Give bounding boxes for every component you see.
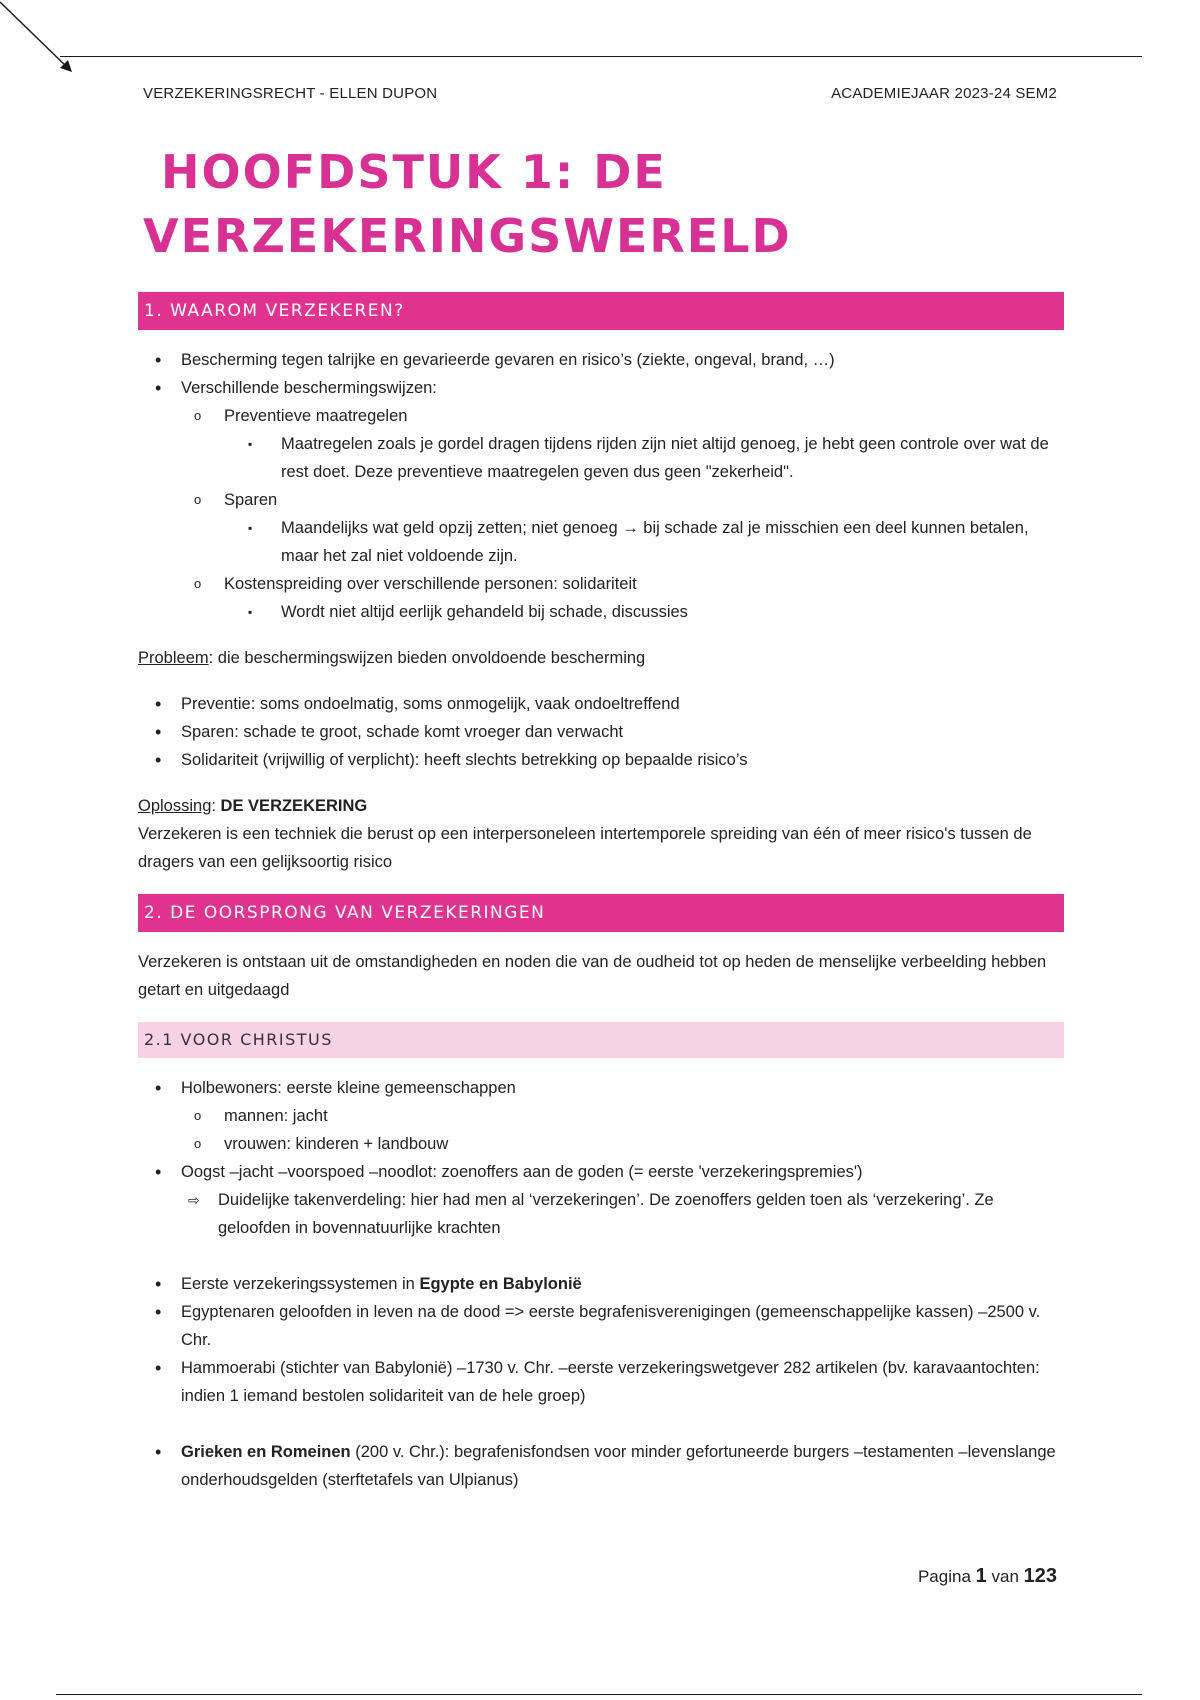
- problem-paragraph: Probleem: die beschermingswijzen bieden onvoldoende bescherming: [138, 649, 646, 667]
- list-item: o mannen: jacht: [138, 1102, 1064, 1130]
- bc-list-3: [138, 1438, 1064, 1494]
- list-item: o Kostenspreiding over verschillende personen: solidariteit ▪ Wordt niet altijd eerlijk gehandeld bij schade, discussies: [138, 570, 1064, 626]
- problem-list: [138, 690, 1064, 774]
- list-item: ▪ Maatregelen zoals je gordel dragen tijdens rijden zijn niet altijd genoeg, je hebt geen controle over wat de rest doet. Deze preventieve maatregelen geven dus geen "zekerheid".: [138, 430, 1064, 486]
- solution-label: Oplossing: [138, 797, 212, 815]
- list-item: ▪ Maandelijks wat geld opzij zetten; niet genoeg → bij schade zal je misschien een deel kunnen betalen, maar het zal niet voldoende zijn.: [138, 514, 1064, 570]
- footer-rule: [56, 1694, 1142, 1695]
- chapter-title-line-2: VERZEKERINGSWERELD: [143, 209, 792, 263]
- list-item: • Oogst –jacht –voorspoed –noodlot: zoenoffers aan de goden (= eerste 'verzekeringspremies') ⇨ Duidelijke takenverdeling: hier had men al ‘verzekeringen’. De zoenoffers gelden toen als ‘verzekering’. Ze geloofden in bovennatuurlijke krachten: [138, 1158, 1064, 1242]
- list-item: • Preventie: soms ondoelmatig, soms onmogelijk, vaak ondoeltreffend: [138, 690, 1064, 718]
- list-item: • Bescherming tegen talrijke en gevarieerde gevaren en risico’s (ziekte, ongeval, brand, …): [138, 346, 1064, 374]
- header-course: VERZEKERINGSRECHT - ELLEN DUPON: [143, 85, 438, 102]
- solution-definition: Verzekeren is een techniek die berust op een interpersoneleen intertemporele spreiding van één of meer risico's tussen de dragers van een gelijksoortig risico: [138, 825, 1032, 871]
- problem-label: Probleem: [138, 649, 209, 667]
- list-item: o vrouwen: kinderen + landbouw: [138, 1130, 1064, 1158]
- bc-list-2: [138, 1270, 1064, 1410]
- header-academic-year: ACADEMIEJAAR 2023-24 SEM2: [831, 85, 1057, 102]
- list-item: • Eerste verzekeringssystemen in Egypte en Babylonië: [138, 1270, 1064, 1298]
- list-item: o Preventieve maatregelen ▪ Maatregelen zoals je gordel dragen tijdens rijden zijn niet altijd genoeg, je hebt geen controle over wat de rest doet. Deze preventieve maatregelen geven dus geen "zekerheid".: [138, 402, 1064, 486]
- document-body: [138, 140, 1064, 1494]
- section-heading-2: 2. DE OORSPRONG VAN VERZEKERINGEN: [138, 894, 1064, 932]
- origin-intro: Verzekeren is ontstaan uit de omstandigheden en noden die van de oudheid tot op heden de menselijke verbeelding hebben getart en uitgedaagd: [138, 953, 1047, 999]
- list-item: • Verschillende beschermingswijzen: o Preventieve maatregelen ▪ Maatregelen zoals je gordel dragen tijdens rijden zijn niet altijd genoeg, je hebt geen controle over wat de rest doet. Deze preventieve maatregelen geven dus geen "zekerheid". o Sparen ▪ Maandelijks wat geld opzij zetten; niet genoeg → bij schade zal je misschien een deel kunnen betalen, maar het zal niet voldoende zijn. o Kostenspreiding over verschillende personen: solidariteit ▪ Wordt niet altijd eerlijk gehandeld bij schade, discussies: [138, 374, 1064, 626]
- list-item: o Sparen ▪ Maandelijks wat geld opzij zetten; niet genoeg → bij schade zal je misschien een deel kunnen betalen, maar het zal niet voldoende zijn.: [138, 486, 1064, 570]
- list-item: ▪ Wordt niet altijd eerlijk gehandeld bij schade, discussies: [138, 598, 1064, 626]
- corner-arrow-icon: [0, 0, 80, 80]
- list-item: • Grieken en Romeinen (200 v. Chr.): begrafenisfondsen voor minder gefortuneerde burgers –testamenten –levenslange onderhoudsgelden (sterftetafels van Ulpianus): [138, 1438, 1064, 1494]
- bc-list-1: [138, 1074, 1064, 1242]
- subsection-heading-2-1: 2.1 VOOR CHRISTUS: [138, 1022, 1064, 1058]
- list-item: • Hammoerabi (stichter van Babylonië) –1730 v. Chr. –eerste verzekeringswetgever 282 artikelen (bv. karavaantochten: indien 1 iemand bestolen solidariteit van de hele groep): [138, 1354, 1064, 1410]
- page-number: Pagina 1 van 123: [917, 1565, 1057, 1587]
- list-item: • Egyptenaren geloofden in leven na de dood => eerste begrafenisverenigingen (gemeenschappelijke kassen) –2500 v. Chr.: [138, 1298, 1064, 1354]
- protection-list: [138, 346, 1064, 626]
- list-item: ⇨ Duidelijke takenverdeling: hier had men al ‘verzekeringen’. De zoenoffers gelden toen als ‘verzekering’. Ze geloofden in bovennatuurlijke krachten: [138, 1186, 1064, 1242]
- solution-heading: Oplossing: DE VERZEKERING: [138, 797, 368, 815]
- chapter-title: [143, 140, 1064, 268]
- header-rule: [60, 56, 1142, 57]
- solution-term: DE VERZEKERING: [220, 797, 368, 815]
- list-item: • Solidariteit (vrijwillig of verplicht): heeft slechts betrekking op bepaalde risico’s: [138, 746, 1064, 774]
- section-heading-1: 1. WAAROM VERZEKEREN?: [138, 292, 1064, 330]
- chapter-title-line-1: HOOFDSTUK 1: DE: [161, 145, 667, 199]
- list-item: • Holbewoners: eerste kleine gemeenschappen o mannen: jacht o vrouwen: kinderen + landbouw: [138, 1074, 1064, 1158]
- list-item: • Sparen: schade te groot, schade komt vroeger dan verwacht: [138, 718, 1064, 746]
